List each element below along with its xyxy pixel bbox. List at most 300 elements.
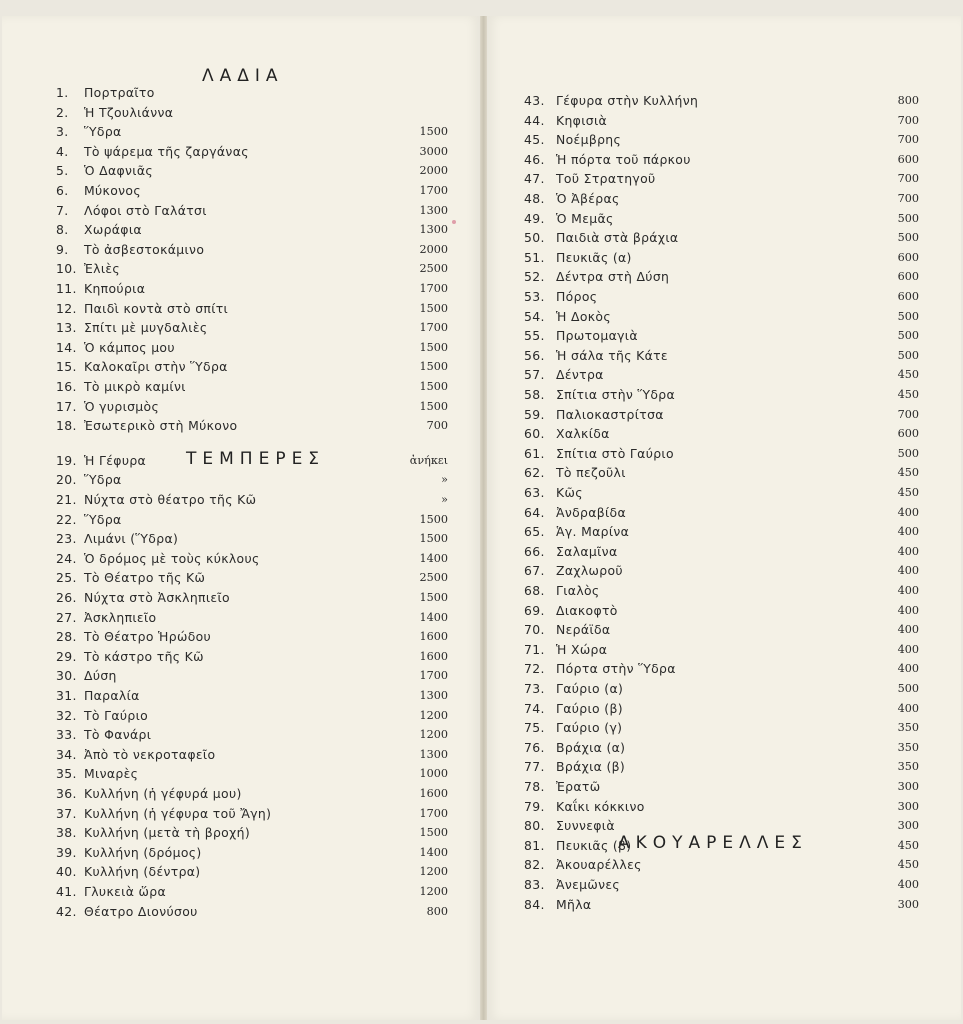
entry-title: Ὕδρα	[84, 124, 122, 140]
catalogue-entry	[56, 259, 448, 279]
entry-price: 300	[897, 897, 919, 911]
catalogue-entry	[56, 338, 448, 358]
entry-price: 500	[897, 329, 919, 343]
entry-num: 58.	[524, 387, 545, 402]
entry-title: Πρωτομαγιὰ	[556, 328, 638, 344]
entry-price: 2000	[419, 242, 448, 256]
entry-title: Πορτραῖτο	[84, 85, 155, 100]
catalogue-entry	[524, 424, 919, 444]
entry-price: 1300	[419, 747, 448, 761]
entry-title: Τὸ ἀσβεστοκάμινο	[84, 241, 205, 257]
entry-num: 25.	[56, 570, 77, 586]
entry-num: 2.	[56, 104, 69, 120]
entry-num: 45.	[524, 132, 545, 148]
section-heading-tempera: ΤΕΜΠΕΡΕΣ	[186, 449, 326, 469]
catalogue-entry	[524, 797, 919, 817]
catalogue-entry	[524, 444, 919, 464]
entry-price: 400	[897, 623, 919, 637]
entry-title: Γαύριο (β)	[556, 700, 623, 716]
entry-num: 7.	[56, 202, 69, 218]
entry-title: Σπίτια στὴν Ὕδρα	[556, 387, 676, 402]
entry-title: Πευκιᾶς (β)	[556, 837, 632, 853]
entry-num: 82.	[524, 857, 545, 873]
entry-num: 55.	[524, 328, 545, 344]
entry-title: Κυλλήνη (δρόμος)	[84, 844, 202, 860]
catalogue-entry	[56, 299, 448, 319]
entry-price: 400	[897, 662, 919, 676]
catalogue-entry	[56, 862, 448, 882]
entry-price: 1200	[419, 728, 448, 742]
entry-num: 71.	[524, 641, 545, 657]
entry-price: 300	[897, 780, 919, 793]
entry-title: Γαύριο (γ)	[556, 720, 623, 736]
entry-title: Ὁ κάμπος μου	[84, 339, 175, 355]
entry-price: ἀνήκει	[409, 453, 448, 467]
entry-title: Σπίτια στὸ Γαύριο	[556, 445, 674, 461]
entry-price: 700	[897, 172, 919, 186]
catalogue-entry	[524, 855, 919, 875]
entry-price: 350	[897, 740, 919, 754]
entry-num: 18.	[56, 418, 77, 434]
right-page	[487, 16, 961, 1020]
entry-title: Σπίτι μὲ μυγδαλιὲς	[84, 320, 208, 336]
entry-title: Βράχια (β)	[556, 759, 626, 775]
entry-num: 33.	[56, 727, 77, 743]
entry-price: 500	[897, 682, 919, 695]
entry-price: 450	[897, 388, 919, 401]
entry-price: 400	[897, 603, 919, 617]
entry-title: Ἐσωτερικὸ στὴ Μύκονο	[84, 418, 238, 434]
entry-num: 39.	[56, 844, 77, 860]
entry-title: Συννεφιὰ	[556, 818, 615, 834]
catalogue-entry	[56, 627, 448, 647]
entry-title: Ὁ Δαφνιᾶς	[84, 163, 153, 179]
entry-price: 400	[897, 878, 919, 891]
entry-title: Ἁγ. Μαρίνα	[556, 524, 630, 540]
entry-num: 23.	[56, 531, 77, 547]
entry-num: 64.	[524, 504, 545, 520]
entry-num: 51.	[524, 249, 545, 265]
entry-price: 450	[897, 838, 919, 852]
catalogue-entry	[524, 895, 919, 915]
entry-title: Χωράφια	[84, 222, 142, 238]
entry-price: »	[441, 493, 448, 506]
entry-title: Καΐκι κόκκινο	[556, 798, 645, 814]
entry-title: Τὸ κάστρο τῆς Κῶ	[84, 648, 204, 664]
section-heading-oils: ΛΑΔΙΑ	[202, 66, 284, 86]
catalogue-entry	[56, 666, 448, 686]
entry-num: 31.	[56, 688, 77, 703]
ink-mark	[452, 220, 456, 224]
entry-title: Νύχτα στὸ θέατρο τῆς Κῶ	[84, 492, 257, 507]
entry-num: 81.	[524, 837, 545, 853]
catalogue-entry	[524, 816, 919, 836]
entry-title: Ἡ Χώρα	[556, 641, 608, 657]
entry-num: 6.	[56, 183, 69, 198]
entry-title: Ὕδρα	[84, 472, 122, 488]
catalogue-entry	[56, 647, 448, 667]
entry-price: 1600	[419, 630, 448, 644]
entry-title: Ἐρατῶ	[556, 779, 601, 794]
entry-title: Μιναρὲς	[84, 766, 139, 782]
entry-num: 67.	[524, 563, 545, 579]
catalogue-entry	[56, 220, 448, 240]
entry-num: 62.	[524, 465, 545, 481]
entry-price: 400	[897, 564, 919, 578]
entry-title: Ἀσκληπιεῖο	[84, 609, 157, 625]
entry-num: 53.	[524, 289, 545, 304]
entry-title: Πόρος	[556, 289, 598, 304]
entry-price: 500	[897, 446, 919, 460]
catalogue-entry	[524, 365, 919, 385]
entry-price: 450	[897, 858, 919, 872]
catalogue-entry	[524, 522, 919, 542]
entry-num: 8.	[56, 222, 69, 238]
entry-price: 400	[897, 701, 919, 715]
entry-title: Νύχτα στὸ Ἀσκληπιεῖο	[84, 590, 230, 605]
entry-num: 22.	[56, 511, 77, 527]
catalogue-entry	[524, 248, 919, 268]
left-page	[2, 16, 480, 1020]
entry-num: 37.	[56, 805, 77, 821]
entry-title: Κηφισιὰ	[556, 112, 608, 128]
catalogue-entry	[524, 287, 919, 307]
entry-num: 12.	[56, 300, 77, 316]
entry-num: 13.	[56, 320, 77, 336]
entry-price: 1000	[419, 767, 448, 781]
entry-num: 14.	[56, 339, 77, 355]
entry-num: 57.	[524, 367, 545, 383]
entry-num: 49.	[524, 210, 545, 226]
entry-price: 1500	[419, 360, 448, 374]
entry-num: 27.	[56, 609, 77, 625]
entry-price: 1700	[419, 669, 448, 683]
entry-title: Τὸ Φανάρι	[84, 727, 152, 743]
entry-num: 17.	[56, 398, 77, 414]
entry-num: 11.	[56, 281, 77, 296]
entry-num: 10.	[56, 261, 77, 277]
entry-price: 500	[897, 231, 919, 245]
entry-num: 29.	[56, 648, 77, 664]
entry-price: 500	[897, 348, 919, 362]
entry-title: Δύση	[84, 668, 117, 684]
catalogue-entry	[56, 529, 448, 549]
catalogue-entry	[524, 620, 919, 640]
entry-price: 400	[897, 584, 919, 597]
catalogue-entry	[56, 240, 448, 260]
entry-num: 20.	[56, 472, 77, 488]
entry-num: 38.	[56, 825, 77, 841]
entry-num: 36.	[56, 786, 77, 801]
entry-num: 74.	[524, 700, 545, 716]
entry-price: 2500	[419, 262, 448, 276]
catalogue-entry	[56, 725, 448, 745]
catalogue-entry	[524, 875, 919, 895]
entry-num: 77.	[524, 759, 545, 775]
entry-title: Ἀπὸ τὸ νεκροταφεῖο	[84, 746, 216, 762]
entry-num: 68.	[524, 583, 545, 598]
entry-price: 1200	[419, 708, 448, 722]
entry-num: 34.	[56, 746, 77, 762]
entry-price: 350	[897, 721, 919, 735]
entry-num: 80.	[524, 818, 545, 834]
catalogue-entry	[524, 209, 919, 229]
catalogue-entry	[524, 189, 919, 209]
entry-price: 1500	[419, 512, 448, 526]
catalogue-entry	[56, 161, 448, 181]
entry-price: 600	[897, 290, 919, 303]
entry-num: 73.	[524, 681, 545, 696]
entry-price: 1500	[419, 301, 448, 315]
entry-title: Βράχια (α)	[556, 739, 626, 755]
entry-title: Πευκιᾶς (α)	[556, 249, 632, 265]
entry-num: 16.	[56, 379, 77, 394]
catalogue-entry	[56, 357, 448, 377]
catalogue-entry	[56, 142, 448, 162]
entry-title: Παιδὶ κοντὰ στὸ σπίτι	[84, 300, 229, 316]
entry-price: 700	[897, 407, 919, 421]
entry-price: 1700	[419, 321, 448, 335]
entry-price: 2000	[419, 164, 448, 178]
catalogue-entry	[56, 510, 448, 530]
catalogue-entry	[524, 738, 919, 758]
catalogue-entry	[524, 346, 919, 366]
entry-num: 3.	[56, 124, 69, 140]
entry-price: 600	[897, 152, 919, 166]
entry-num: 15.	[56, 359, 77, 375]
entry-num: 44.	[524, 112, 545, 128]
entry-price: 800	[897, 94, 919, 107]
entry-num: 47.	[524, 171, 545, 187]
catalogue-entry	[524, 267, 919, 287]
catalogue-entry	[524, 640, 919, 660]
entry-price: 1700	[419, 184, 448, 197]
catalogue-entry	[524, 718, 919, 738]
entry-title: Τὸ ψάρεμα τῆς ζαργάνας	[84, 143, 249, 159]
entry-price: 2500	[419, 571, 448, 585]
catalogue-entry	[524, 601, 919, 621]
catalogue-entry	[56, 902, 448, 922]
entry-price: 700	[426, 419, 448, 433]
entry-price: 500	[897, 211, 919, 225]
entry-title: Τὸ μικρὸ καμίνι	[84, 379, 186, 394]
entry-title: Ὁ γυρισμὸς	[84, 398, 160, 414]
entry-price: 1300	[419, 223, 448, 237]
entry-title: Ἀνδραβίδα	[556, 504, 627, 520]
entry-num: 24.	[56, 550, 77, 566]
entry-title: Λιμάνι (Ὕδρα)	[84, 531, 179, 547]
catalogue-entry	[524, 130, 919, 150]
catalogue-entry	[56, 568, 448, 588]
entry-num: 52.	[524, 269, 545, 285]
entry-title: Κυλλήνη (μετὰ τὴ βροχή)	[84, 825, 251, 841]
catalogue-entry	[56, 181, 448, 201]
catalogue-entry	[524, 561, 919, 581]
entry-title: Πόρτα στὴν Ὕδρα	[556, 661, 676, 677]
catalogue-entry	[524, 836, 919, 856]
entry-price: 1500	[419, 340, 448, 354]
entry-price: 500	[897, 309, 919, 323]
entry-title: Νεράϊδα	[556, 622, 611, 638]
entry-price: 600	[897, 427, 919, 441]
entry-title: Τὸ πεζοῦλι	[556, 465, 626, 481]
entry-title: Καλοκαῖρι στὴν Ὕδρα	[84, 359, 228, 375]
entry-price: 1500	[419, 532, 448, 546]
entry-title: Ἡ σάλα τῆς Κάτε	[556, 347, 668, 363]
entry-title: Γέφυρα στὴν Κυλλήνη	[556, 93, 699, 108]
entry-title: Παραλία	[84, 688, 140, 703]
entry-title: Κηπούρια	[84, 281, 146, 296]
entry-num: 60.	[524, 426, 545, 442]
entry-price: 1500	[419, 399, 448, 413]
entry-num: 32.	[56, 707, 77, 723]
entry-price: 1400	[419, 845, 448, 859]
entry-price: 1300	[419, 203, 448, 217]
entry-num: 84.	[524, 896, 545, 912]
catalogue-entry	[56, 745, 448, 765]
entry-price: 1200	[419, 865, 448, 879]
catalogue-entry	[524, 169, 919, 189]
catalogue-entry	[524, 326, 919, 346]
entry-title: Τὸ Γαύριο	[84, 707, 149, 723]
entry-title: Ὕδρα	[84, 511, 122, 527]
entry-title: Παλιοκαστρίτσα	[556, 406, 664, 422]
entry-title: Ἀκουαρέλλες	[556, 857, 642, 873]
entry-num: 78.	[524, 779, 545, 794]
catalogue-entry	[56, 764, 448, 784]
entry-price: 1600	[419, 649, 448, 663]
entry-price: 1500	[419, 125, 448, 139]
entry-num: 43.	[524, 93, 545, 108]
section-heading-watercolors: ΑΚΟΥΑΡΕΛΛΕΣ	[618, 833, 808, 853]
catalogue-entry	[524, 542, 919, 562]
catalogue-entry	[56, 823, 448, 843]
entry-price: 1700	[419, 806, 448, 820]
entry-title: Γιαλὸς	[556, 583, 600, 598]
catalogue-entry	[56, 201, 448, 221]
entry-price: 1500	[419, 826, 448, 840]
catalogue-entry	[524, 679, 919, 699]
entry-title: Κῶς	[556, 485, 583, 500]
entry-title: Διακοφτὸ	[556, 602, 618, 618]
entry-num: 35.	[56, 766, 77, 782]
entry-title: Δέντρα στὴ Δύση	[556, 269, 670, 285]
entry-num: 46.	[524, 151, 545, 167]
catalogue-entry	[524, 385, 919, 405]
entry-num: 70.	[524, 622, 545, 638]
entry-num: 19.	[56, 452, 77, 468]
catalogue-entry	[56, 882, 448, 902]
catalogue-entry	[56, 490, 448, 510]
entry-num: 28.	[56, 629, 77, 645]
entry-num: 54.	[524, 308, 545, 324]
catalogue-entry	[524, 228, 919, 248]
entry-price: 700	[897, 113, 919, 127]
catalogue-entry	[56, 784, 448, 804]
entry-num: 63.	[524, 485, 545, 500]
entry-title: Ὁ Ἀβέρας	[556, 191, 620, 206]
catalogue-entry	[56, 804, 448, 824]
catalogue-entry	[524, 659, 919, 679]
catalogue-entry	[56, 397, 448, 417]
entry-title: Ἡ Τζουλιάννα	[84, 104, 174, 120]
entry-num: 41.	[56, 884, 77, 899]
entry-num: 83.	[524, 877, 545, 892]
entry-title: Ἀνεμῶνες	[556, 877, 621, 892]
entry-num: 61.	[524, 445, 545, 461]
catalogue-entry	[524, 757, 919, 777]
catalogue-entry	[524, 111, 919, 131]
entry-num: 79.	[524, 798, 545, 814]
catalogue-entry	[56, 279, 448, 299]
entry-num: 75.	[524, 720, 545, 736]
entry-title: Μύκονος	[84, 183, 141, 198]
entry-price: 1300	[419, 689, 448, 702]
catalogue-entry	[56, 83, 448, 103]
entry-num: 30.	[56, 668, 77, 684]
entry-price: 350	[897, 760, 919, 774]
entry-num: 1.	[56, 85, 69, 100]
entry-title: Μῆλα	[556, 896, 592, 912]
entry-price: 1600	[419, 787, 448, 800]
entry-title: Τὸ Θέατρο Ἡρώδου	[84, 629, 212, 645]
page-fold	[480, 16, 487, 1020]
catalogue-entry	[56, 416, 448, 436]
entry-title: Δέντρα	[556, 367, 604, 383]
catalogue-entry	[56, 470, 448, 490]
catalogue-entry	[524, 503, 919, 523]
entry-title: Κυλλήνη (δέντρα)	[84, 864, 201, 880]
entry-num: 21.	[56, 492, 77, 507]
entry-title: Ὁ δρόμος μὲ τοὺς κύκλους	[84, 550, 260, 566]
entry-price: 1500	[419, 591, 448, 604]
entry-price: »	[441, 473, 448, 487]
entry-price: 1400	[419, 610, 448, 624]
entry-num: 26.	[56, 590, 77, 605]
catalogue-entry	[524, 307, 919, 327]
entry-title: Χαλκίδα	[556, 426, 610, 442]
entry-num: 5.	[56, 163, 69, 179]
entry-title: Γαύριο (α)	[556, 681, 624, 696]
entry-title: Θέατρο Διονύσου	[84, 903, 198, 919]
entry-num: 40.	[56, 864, 77, 880]
entry-num: 76.	[524, 739, 545, 755]
entry-price: 1700	[419, 282, 448, 295]
entry-title: Ἡ Γέφυρα	[84, 452, 147, 468]
entry-price: 1200	[419, 885, 448, 898]
catalogue-entry	[56, 318, 448, 338]
entry-title: Σαλαμῖνα	[556, 543, 618, 559]
entry-num: 4.	[56, 143, 69, 159]
catalogue-entry	[56, 103, 448, 123]
entry-price: 300	[897, 819, 919, 833]
entry-num: 48.	[524, 191, 545, 206]
catalogue-entry	[56, 549, 448, 569]
entry-price: 3000	[419, 144, 448, 158]
entry-title: Ζαχλωροῦ	[556, 563, 623, 579]
entry-price: 300	[897, 799, 919, 813]
entry-title: Παιδιὰ στὰ βράχια	[556, 230, 679, 246]
catalogue-entry	[56, 706, 448, 726]
catalogue-entry	[56, 122, 448, 142]
entry-title: Γλυκειὰ ὥρα	[84, 884, 166, 899]
catalogue-entry	[56, 588, 448, 608]
entry-price: 450	[897, 486, 919, 499]
entry-price: 600	[897, 270, 919, 284]
entry-price: 600	[897, 250, 919, 264]
catalogue-entry	[56, 843, 448, 863]
entry-price: 400	[897, 505, 919, 519]
